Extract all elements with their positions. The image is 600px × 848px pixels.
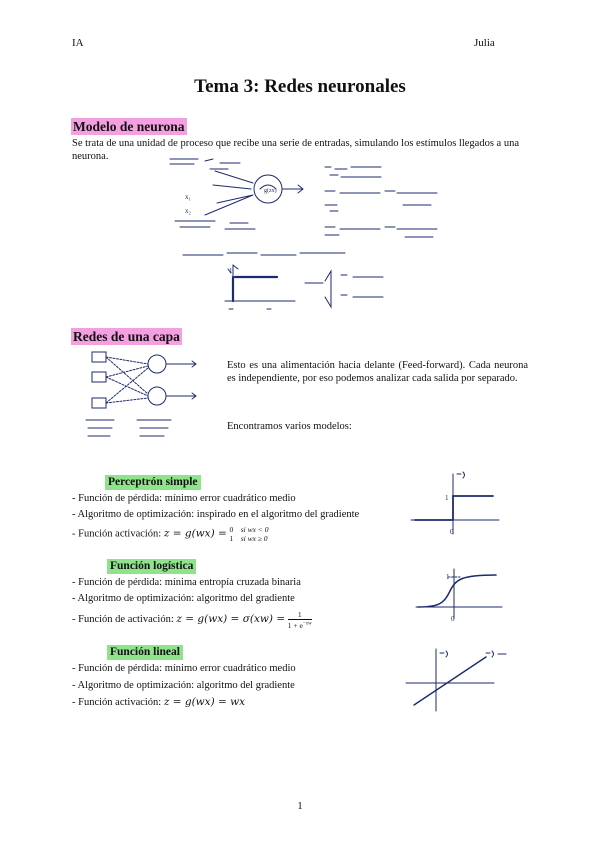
models-intro: Encontramos varios modelos: [227,421,352,432]
page-number: 1 [297,800,303,812]
section-text-modelo-neurona: Se trata de una unidad de proceso que recibe una serie de entradas, simulando los estímulos llegados a una neurona. [72,138,519,162]
lineal-optimization: - Algoritmo de optimización: algoritmo del gradiente [72,680,295,691]
single-layer-network-sketch [82,348,217,443]
sigmoid-function-sketch [410,565,510,625]
header-right: Julia [474,37,495,49]
perceptron-activation-label: - Función activación: [72,528,162,540]
logistica-activation [72,610,312,630]
lineal-loss: - Función de pérdida: mínimo error cuadrático medio [72,663,296,674]
header-left: IA [72,37,84,49]
section-text-redes-capa: Esto es una alimentación hacia delante (Feed-forward). Cada neurona es independiente, por eso podemos analizar cada salida por separado. [227,360,528,384]
perceptron-cases [229,525,268,543]
svg-text:0: 0 [450,528,454,536]
logistica-activation-label: - Función de activación: [72,614,174,626]
step-function-sketch [405,468,505,540]
lineal-activation [72,696,245,709]
logistica-optimization: - Algoritmo de optimización: algoritmo del gradiente [72,593,295,604]
subheading-lineal: Función lineal [107,645,183,660]
logistica-activation-formula: z = g(wx) = σ(xw) = [176,613,286,626]
perceptron-case1-condition: si wx < 0 [240,525,269,534]
perceptron-case1-value: 0 [229,525,234,534]
perceptron-activation-formula: z = g(wx) = [163,527,227,540]
lineal-activation-label: - Función activación: [72,697,162,708]
svg-text:1: 1 [446,573,450,581]
perceptron-activation [72,525,268,543]
linear-function-sketch [402,645,512,713]
perceptron-case2-condition: si wx ≥ 0 [240,534,268,543]
svg-text:x₂: x₂ [185,207,191,215]
logistica-loss: - Función de pérdida: mínima entropía cruzada binaria [72,577,301,588]
logistica-denominator-exponent: −xw [302,621,312,626]
svg-text:g(zx): g(zx) [264,188,277,194]
subheading-perceptron: Perceptrón simple [105,475,201,490]
svg-text:1: 1 [445,494,449,502]
section-heading-redes-capa: Redes de una capa [73,329,180,344]
page-title: Tema 3: Redes neuronales [194,76,406,97]
logistica-denominator: 1 + e [287,620,303,630]
perceptron-loss: - Función de pérdida: mínimo error cuadrático medio [72,493,296,504]
section-heading-modelo-neurona: Modelo de neurona [73,119,185,134]
logistica-fraction [288,610,312,630]
svg-text:x₁: x₁ [185,193,191,201]
logistica-numerator: 1 [297,610,302,619]
svg-text:1: 1 [229,267,233,275]
perceptron-optimization: - Algoritmo de optimización: inspirado en el algoritmo del gradiente [72,509,360,520]
perceptron-case2-value: 1 [229,534,234,543]
svg-text:0: 0 [451,615,455,623]
subheading-logistica: Función logística [107,559,196,574]
lineal-activation-formula: z = g(wx) = wx [163,696,246,708]
neuron-model-sketch [165,155,455,315]
